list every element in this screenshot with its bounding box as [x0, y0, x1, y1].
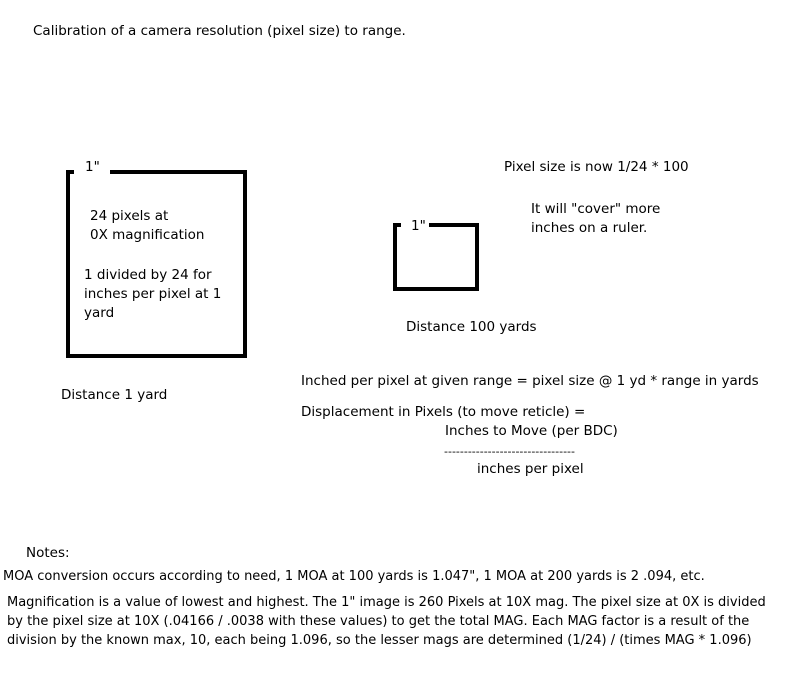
- near-inch-line1: 1 divided by 24 for: [84, 267, 212, 283]
- cover-note-line2: inches on a ruler.: [531, 220, 648, 236]
- near-inch-line2: inches per pixel at 1: [84, 286, 222, 302]
- far-size-label: 1": [411, 218, 426, 234]
- near-size-label: 1": [85, 159, 100, 175]
- inches-per-pixel-formula: Inched per pixel at given range = pixel size @ 1 yd * range in yards: [301, 373, 759, 389]
- magnification-note-line3: division by the known max, 10, each being 1.096, so the lesser mags are determined (1/24) / (times MAG * 1.096): [7, 633, 752, 648]
- magnification-note-line1: Magnification is a value of lowest and highest. The 1" image is 260 Pixels at 10X mag. The pixel size at 0X is divided: [7, 595, 766, 610]
- near-pixels-line2: 0X magnification: [90, 227, 205, 243]
- near-distance-label: Distance 1 yard: [61, 387, 168, 403]
- pixel-size-note: Pixel size is now 1/24 * 100: [504, 159, 689, 175]
- near-inch-line3: yard: [84, 305, 115, 321]
- magnification-note-line2: by the pixel size at 10X (.04166 / .0038 with these values) to get the total MAG. Each MAG factor is a result of the: [7, 614, 750, 629]
- near-pixels-line1: 24 pixels at: [90, 208, 169, 224]
- fraction-numerator: Inches to Move (per BDC): [445, 423, 618, 439]
- far-distance-label: Distance 100 yards: [406, 319, 537, 335]
- page-title: Calibration of a camera resolution (pixel size) to range.: [33, 23, 406, 39]
- near-image-box: [66, 170, 247, 358]
- fraction-denominator: inches per pixel: [477, 461, 584, 477]
- far-image-box: [393, 223, 479, 291]
- notes-heading: Notes:: [26, 545, 70, 561]
- displacement-formula-label: Displacement in Pixels (to move reticle) =: [301, 404, 586, 420]
- cover-note-line1: It will "cover" more: [531, 201, 661, 217]
- moa-note: MOA conversion occurs according to need, 1 MOA at 100 yards is 1.047", 1 MOA at 200 yards is 2 .094, etc.: [3, 569, 705, 584]
- fraction-bar: ---------------------------------: [444, 445, 575, 458]
